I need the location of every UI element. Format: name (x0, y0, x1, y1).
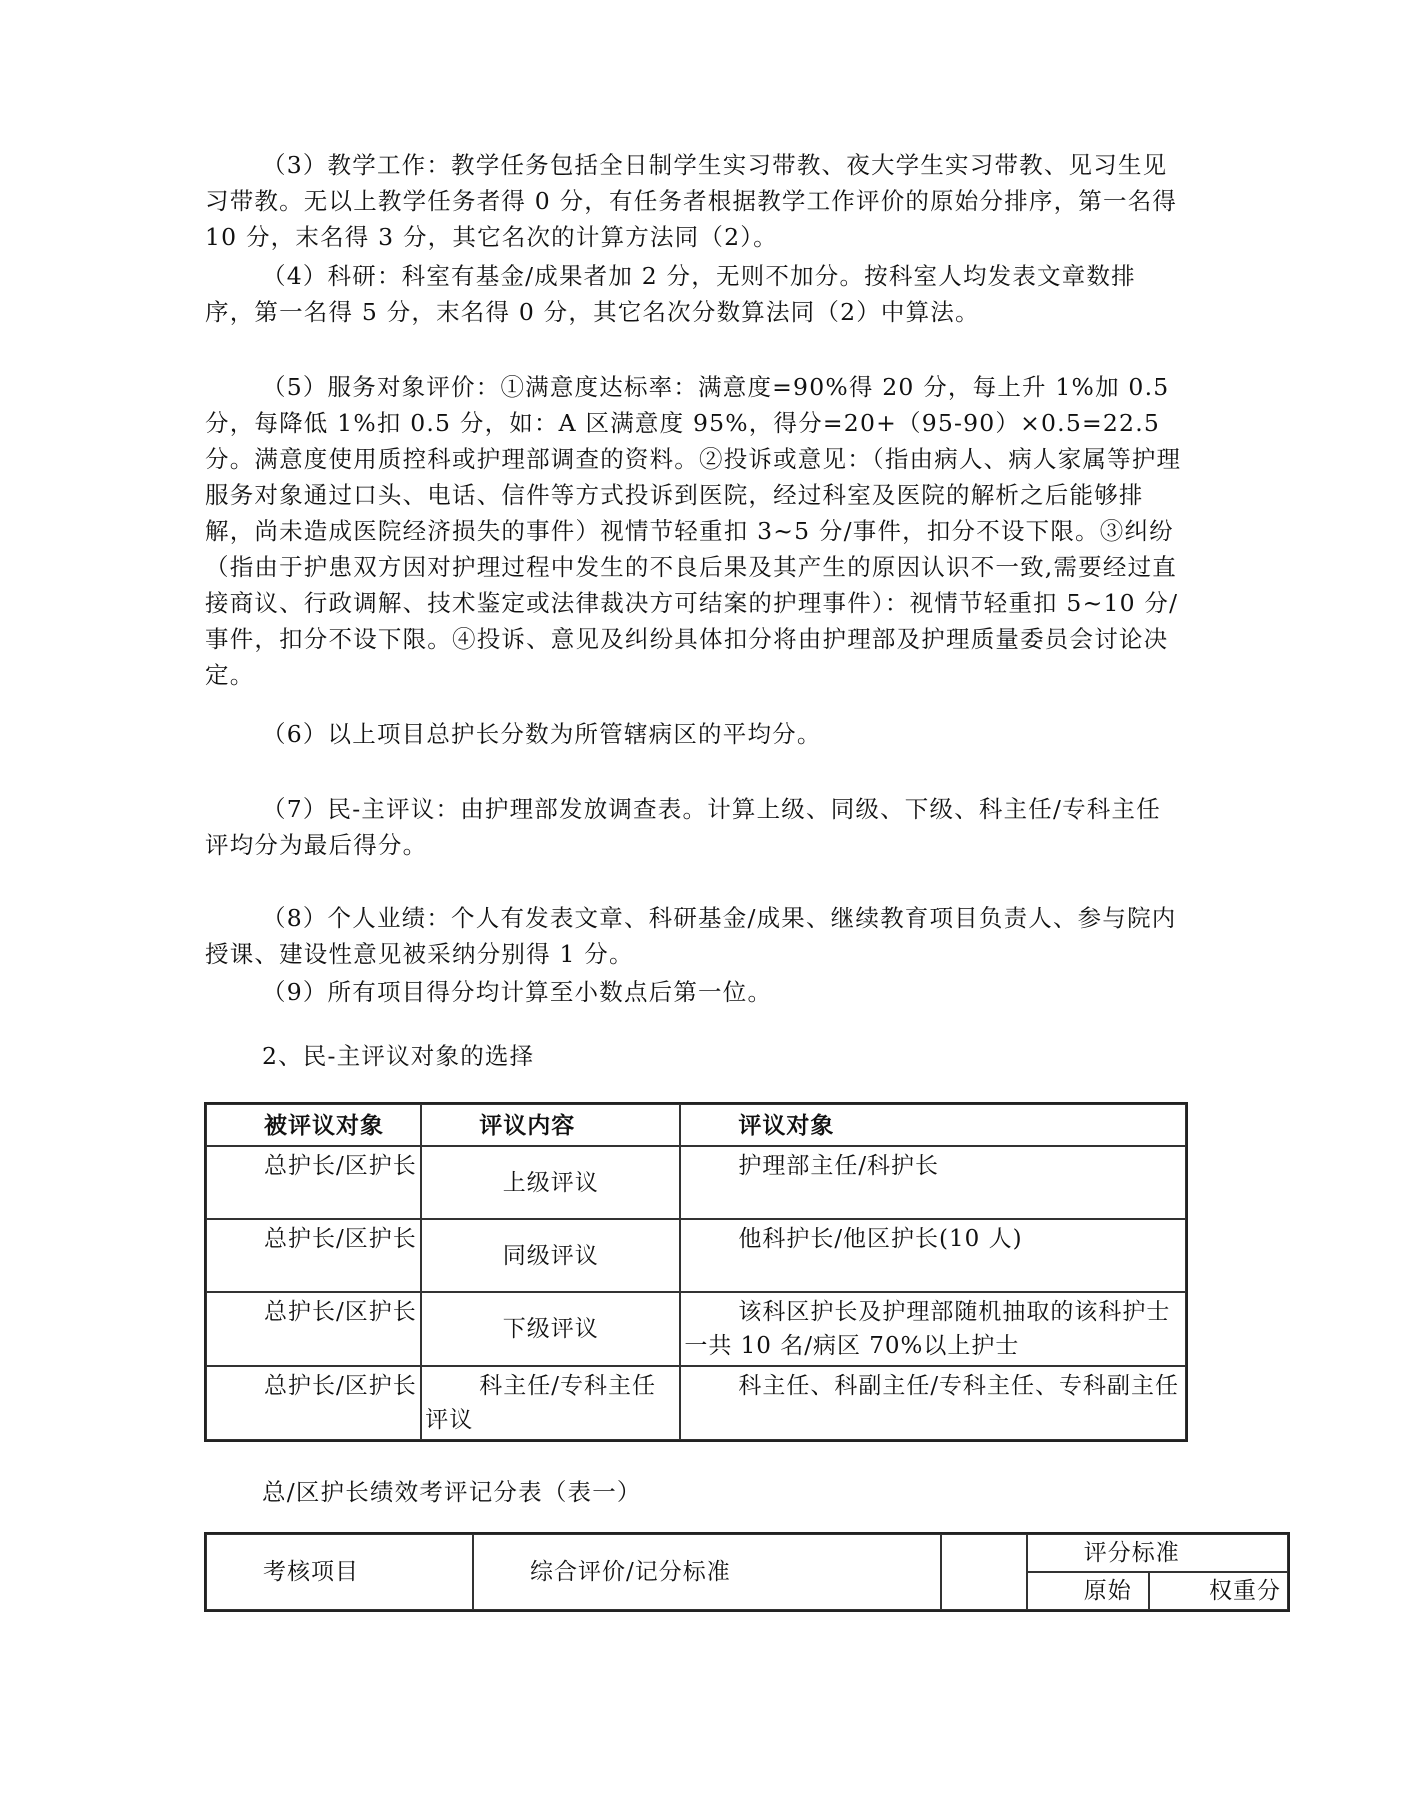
header-raw-score: 原始 (1027, 1572, 1149, 1610)
table-row (206, 1146, 1186, 1219)
table-header-row (206, 1104, 1186, 1146)
paragraph-rounding: （9）所有项目得分均计算至小数点后第一位。 (262, 978, 773, 1006)
header-assessment-item: 考核项目 (206, 1534, 473, 1610)
table-caption: 总/区护长绩效考评记分表（表一） (262, 1478, 642, 1506)
header-evaluated-person: 被评议对象 (206, 1104, 421, 1146)
evaluation-target-table (204, 1102, 1188, 1442)
cell-content: 科主任/专科主任评议 (421, 1366, 680, 1440)
cell-content: 下级评议 (421, 1292, 680, 1366)
cell-evaluated: 总护长/区护长 (206, 1219, 421, 1292)
table-row (206, 1292, 1186, 1366)
cell-evaluators: 他科护长/他区护长(10 人) (680, 1219, 1186, 1292)
score-table-header-row (206, 1534, 1288, 1572)
header-weighted-score: 权重分 (1149, 1572, 1289, 1610)
section-heading: 2、民-主评议对象的选择 (262, 1042, 535, 1070)
cell-evaluators: 该科区护长及护理部随机抽取的该科护士一共 10 名/病区 70%以上护士 (680, 1292, 1186, 1366)
paragraph-teaching: （3）教学工作：教学任务包括全日制学生实习带教、夜大学生实习带教、见习生见习带教。无以上教学任务者得 0 分，有任务者根据教学工作评价的原始分排序，第一名得 10 分，末名得 3 分，其它名次的计算方法同（2）。 (205, 151, 1178, 251)
header-empty (941, 1534, 1027, 1610)
cell-evaluators: 科主任、科副主任/专科主任、专科副主任 (680, 1366, 1186, 1440)
paragraph-research: （4）科研：科室有基金/成果者加 2 分，无则不加分。按科室人均发表文章数排序，第一名得 5 分，末名得 0 分，其它名次分数算法同（2）中算法。 (205, 262, 1136, 326)
header-score-standard: 评分标准 (1027, 1534, 1288, 1572)
score-table (204, 1532, 1290, 1612)
header-evaluation-content: 评议内容 (421, 1104, 680, 1146)
cell-evaluated: 总护长/区护长 (206, 1366, 421, 1440)
header-scoring-criteria: 综合评价/记分标准 (473, 1534, 941, 1610)
cell-evaluators: 护理部主任/科护长 (680, 1146, 1186, 1219)
table-row (206, 1366, 1186, 1440)
paragraph-service-evaluation: （5）服务对象评价：①满意度达标率：满意度=90%得 20 分，每上升 1%加 0.5 分，每降低 1%扣 0.5 分，如：A 区满意度 95%，得分=20+（95-90）×0.5=22.5 分。满意度使用质控科或护理部调查的资料。②投诉或意见：（指由病人、病人家属等护理服务对象通过口头、电话、信件等方式投诉到医院，经过科室及医院的解析之后能够排解，尚未造成医院经济损失的事件）视情节轻重扣 3~5 分/事件，扣分不设下限。③纠纷（指由于护患双方因对护理过程中发生的不良后果及其产生的原因认识不一致,需要经过直接商议、行政调解、技术鉴定或法律裁决方可结案的护理事件）：视情节轻重扣 5~10 分/事件，扣分不设下限。④投诉、意见及纠纷具体扣分将由护理部及护理质量委员会讨论决定。 (205, 373, 1182, 689)
paragraph-personal-performance: （8）个人业绩：个人有发表文章、科研基金/成果、继续教育项目负责人、参与院内授课、建设性意见被采纳分别得 1 分。 (205, 904, 1177, 968)
cell-evaluated: 总护长/区护长 (206, 1292, 421, 1366)
header-evaluators: 评议对象 (680, 1104, 1186, 1146)
table-row (206, 1219, 1186, 1292)
cell-evaluated: 总护长/区护长 (206, 1146, 421, 1219)
cell-content: 同级评议 (421, 1219, 680, 1292)
paragraph-democratic-review: （7）民-主评议：由护理部发放调查表。计算上级、同级、下级、科主任/专科主任评均分为最后得分。 (205, 795, 1161, 859)
cell-content: 上级评议 (421, 1146, 680, 1219)
paragraph-head-nurse-score: （6）以上项目总护长分数为所管辖病区的平均分。 (262, 720, 822, 748)
